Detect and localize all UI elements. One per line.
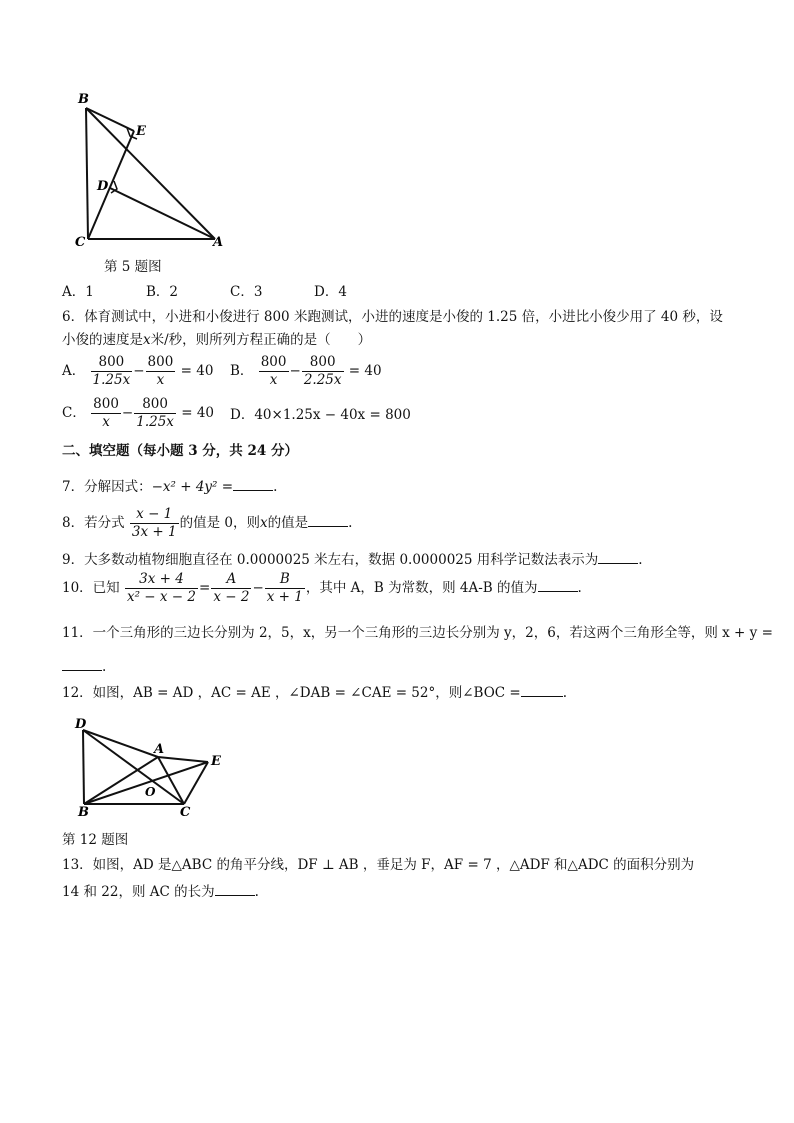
q12-line-db <box>83 730 84 804</box>
q12-text-line <box>62 682 567 702</box>
q6-b-d2: 2.25x <box>303 372 342 388</box>
q6-a-n1: 800 <box>91 354 133 372</box>
q5-line-be <box>86 108 134 131</box>
q11-suffix: . <box>102 659 107 675</box>
q6-line2 <box>62 331 371 349</box>
q12-figure <box>62 712 232 822</box>
q8 <box>62 506 352 541</box>
q6-c-d1: x <box>102 414 110 430</box>
q6-b-n2: 800 <box>302 354 344 372</box>
q7-answer-blank[interactable] <box>233 476 273 491</box>
q6-option-c-label: C． <box>62 405 86 421</box>
q6-b-op: − <box>289 363 301 379</box>
q5-label-b: B <box>78 92 89 107</box>
q6-option-d-label: D． <box>230 407 255 423</box>
q8-answer-blank[interactable] <box>308 512 348 527</box>
q6-b-frac1 <box>259 354 289 389</box>
q10-n1: 3x + 4 <box>125 571 198 589</box>
q8-mid: 的值是 0，则 <box>179 515 260 531</box>
q12-label-e: E <box>211 754 221 769</box>
q6-option-d <box>230 406 411 424</box>
q6-line2-a: 小俊的速度是 <box>62 332 143 348</box>
q13-suffix: . <box>254 884 259 900</box>
q11-answer-blank[interactable] <box>62 656 102 671</box>
q12-suffix: . <box>562 685 568 701</box>
q6-b-rhs: = 40 <box>348 363 382 379</box>
q10-tail: ，其中 A，B 为常数，则 4A-B 的值为 <box>305 580 538 596</box>
q12-line-dc <box>83 730 184 804</box>
q8-den: 3x + 1 <box>131 524 177 540</box>
q11-line1: 11．一个三角形的三边长分别为 2，5，x，另一个三角形的三边长分别为 y，2，6，若这两个三角形全等，则 x + y = <box>62 625 773 641</box>
q8-prefix: 8．若分式 <box>62 515 125 531</box>
q8-fraction <box>130 506 179 541</box>
q10-n3: B <box>265 571 305 589</box>
q10-frac3 <box>265 571 305 606</box>
q9-answer-blank[interactable] <box>598 549 638 564</box>
q5-option-a: A．1 <box>62 284 94 300</box>
q12-line-da <box>83 730 158 757</box>
q8-var: x <box>259 515 268 531</box>
q6-option-b-label: B． <box>230 363 254 379</box>
q10 <box>62 571 582 606</box>
q7-expr: −x² + 4y² = <box>151 479 234 495</box>
q7-prefix: 7．分解因式： <box>62 479 152 495</box>
q10-frac1 <box>125 571 198 606</box>
q10-d1: x² − x − 2 <box>126 589 197 605</box>
q10-n2: A <box>211 571 251 589</box>
q6-line1: 6．体育测试中，小进和小俊进行 800 米跑测试，小进的速度是小俊的 1.25 倍，小进比小俊少用了 40 秒，设 <box>62 309 723 325</box>
q9-suffix: . <box>638 552 643 568</box>
q5-label-c: C <box>75 235 86 250</box>
q12-text: 12．如图，AB = AD ，AC = AE ，∠DAB = ∠CAE = 52°，则∠BOC = <box>62 685 521 701</box>
q6-c-d2: 1.25x <box>136 414 174 430</box>
q9-text: 9．大多数动植物细胞直径在 0.0000025 米左右，数据 0.0000025 用科学记数法表示为 <box>62 552 599 568</box>
q9 <box>62 549 643 569</box>
q12-label-d: D <box>75 717 87 732</box>
q6-b-n1: 800 <box>260 354 287 370</box>
q12-figure-caption: 第 12 题图 <box>62 832 129 848</box>
q5-line-ba <box>86 108 215 239</box>
q13-line1: 13．如图，AD 是△ABC 的角平分线，DF ⊥ AB ，垂足为 F，AF = 7 ，△ADF 和△ADC 的面积分别为 <box>62 857 695 873</box>
q5-option-c: C．3 <box>230 284 263 300</box>
q6-line2-b: 米/秒，则所列方程正确的是（ ） <box>150 332 372 348</box>
q5-option-d: D．4 <box>314 284 347 300</box>
q11-line2 <box>62 656 106 676</box>
q6-option-c <box>62 396 214 431</box>
q12-label-a: A <box>154 742 165 757</box>
q5-option-b: B．2 <box>146 284 179 300</box>
q12-line-ae <box>158 757 208 762</box>
q6-c-op: − <box>121 405 134 421</box>
q12-answer-blank[interactable] <box>521 682 563 697</box>
q6-var-x: x <box>143 332 151 348</box>
q10-frac2 <box>211 571 251 606</box>
q10-eq: = <box>199 580 211 596</box>
q5-label-d: D <box>97 179 109 194</box>
q6-b-d1: x <box>269 372 278 388</box>
q6-c-rhs: = 40 <box>181 405 214 421</box>
q6-option-b <box>230 354 382 389</box>
q5-line-ce <box>88 131 134 239</box>
q12-label-o: O <box>145 785 156 799</box>
q6-a-d1: 1.25x <box>92 372 131 388</box>
q12-label-b: B <box>78 805 89 820</box>
section2-heading: 二、填空题（每小题 3 分，共 24 分） <box>62 443 298 459</box>
q6-d-expr: 40×1.25x − 40x = 800 <box>254 407 411 423</box>
q8-num: x − 1 <box>130 506 179 524</box>
q5-label-a: A <box>213 235 224 250</box>
q7 <box>62 476 277 496</box>
q10-d3: x + 1 <box>266 589 303 605</box>
q6-a-d2: x <box>156 372 165 388</box>
q5-figure <box>70 88 230 253</box>
q13-line2-text: 14 和 22，则 AC 的长为 <box>62 884 215 900</box>
q10-op: − <box>252 580 264 596</box>
q5-label-e: E <box>136 124 146 139</box>
q10-suffix: . <box>577 580 582 596</box>
q5-line-ad <box>110 188 215 239</box>
q12-line-ac <box>158 757 184 804</box>
q7-suffix: . <box>273 479 278 495</box>
q12-label-c: C <box>180 805 191 820</box>
q8-suffix: . <box>348 515 353 531</box>
q5-line-bc <box>86 108 88 239</box>
q6-b-frac2 <box>302 354 344 389</box>
q10-prefix: 10．已知 <box>62 580 120 596</box>
q6-option-a-label: A． <box>62 363 86 379</box>
q8-tail: 的值是 <box>267 515 309 531</box>
q6-a-rhs: = 40 <box>180 363 214 379</box>
q6-a-frac1 <box>91 354 133 389</box>
q6-c-frac2 <box>134 396 176 431</box>
q6-a-frac2 <box>146 354 176 389</box>
q6-option-a <box>62 354 213 389</box>
q10-answer-blank[interactable] <box>538 577 578 592</box>
q5-figure-caption: 第 5 题图 <box>104 259 162 275</box>
q13-line2 <box>62 881 259 901</box>
q6-a-n2: 800 <box>147 354 174 370</box>
q6-c-n2: 800 <box>134 396 176 414</box>
q10-d2: x − 2 <box>213 589 250 605</box>
q13-answer-blank[interactable] <box>215 881 255 896</box>
q6-c-frac1 <box>91 396 121 431</box>
q6-c-n1: 800 <box>93 396 119 412</box>
q6-a-op: − <box>133 363 145 379</box>
